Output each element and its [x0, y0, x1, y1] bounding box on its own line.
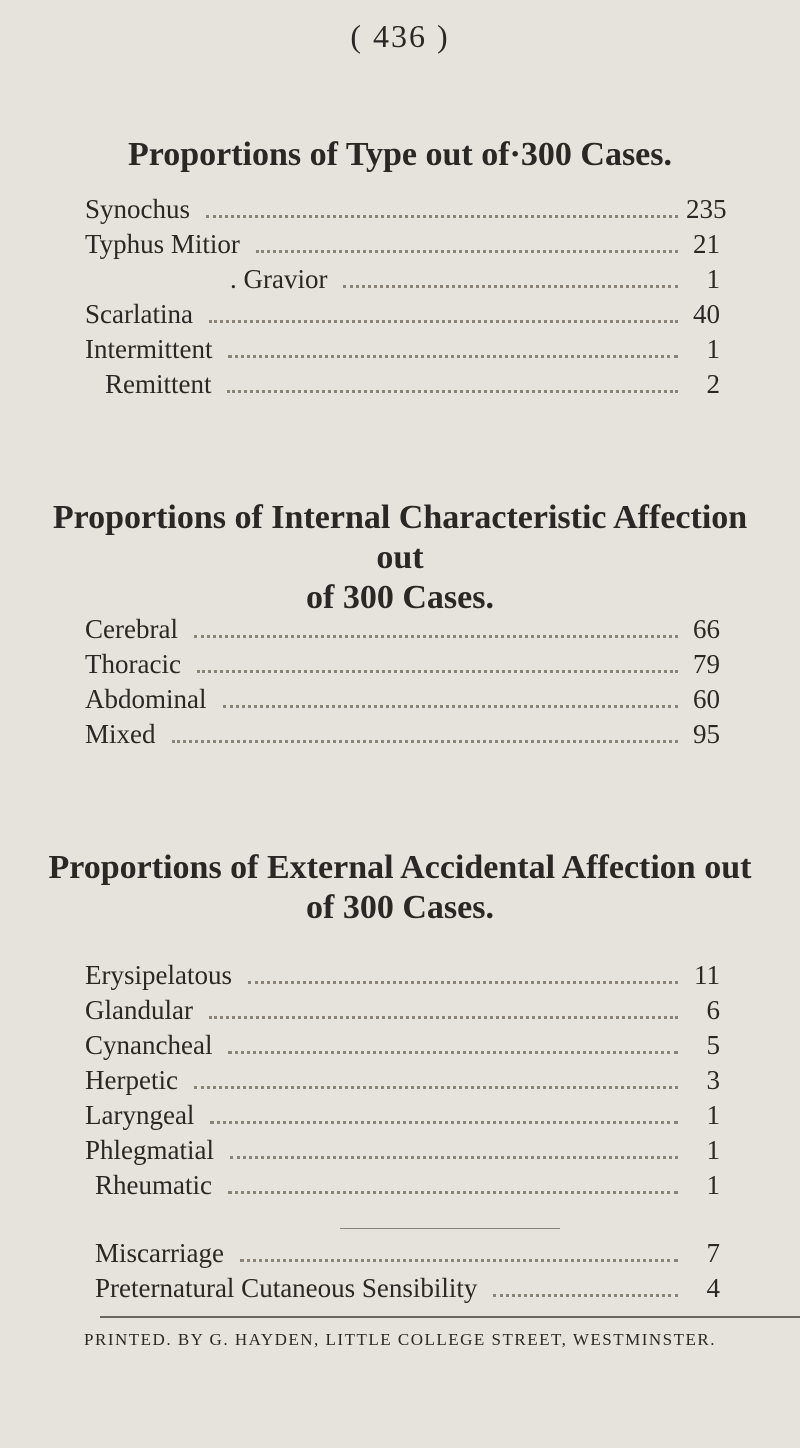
entry-value: 21: [693, 229, 720, 259]
dot-leader: [223, 705, 679, 708]
entry-value: 1: [706, 264, 720, 294]
entry-label: Typhus Mitior: [85, 229, 240, 259]
list-item: [0, 717, 800, 752]
page-number: ( 436 ): [350, 18, 450, 54]
dot-leader: [209, 1016, 678, 1019]
entry-value: 79: [693, 649, 720, 679]
entry-value: 5: [706, 1030, 720, 1060]
dot-leader: [172, 740, 679, 743]
entry-value: 1: [706, 1100, 720, 1130]
list-item: [0, 1028, 800, 1063]
section-divider: [340, 1228, 560, 1229]
entry-value: 95: [693, 719, 720, 749]
entry-value: 235: [686, 194, 727, 224]
list-item: [0, 1271, 800, 1306]
entry-label: Cerebral: [85, 614, 178, 644]
entry-label: Phlegmatial: [85, 1135, 214, 1165]
entry-label: Intermittent: [85, 334, 213, 364]
list-item: [0, 1063, 800, 1098]
footer-rule: [100, 1316, 800, 1318]
dot-leader: [206, 215, 678, 218]
entry-label: Scarlatina: [85, 299, 193, 329]
entry-label: Miscarriage: [95, 1238, 224, 1268]
entry-value: 11: [694, 960, 720, 990]
internal-section-title: [40, 498, 760, 618]
list-item: [0, 647, 800, 682]
entry-label: Cynancheal: [85, 1030, 213, 1060]
dot-leader: [228, 1191, 678, 1194]
entry-value: 1: [706, 1135, 720, 1165]
list-item: [0, 1133, 800, 1168]
dot-leader: [228, 1051, 678, 1054]
external-title-line1: Proportions of External Accidental Affection out: [48, 849, 752, 886]
list-item: [0, 367, 800, 402]
list-item: [0, 993, 800, 1028]
external-extra-list: [0, 1236, 800, 1306]
entry-value: 66: [693, 614, 720, 644]
list-item: [0, 682, 800, 717]
entry-value: 3: [706, 1065, 720, 1095]
entry-label: Thoracic: [85, 649, 181, 679]
dot-leader: [343, 285, 678, 288]
internal-title-line2: of 300 Cases.: [306, 579, 494, 616]
entry-value: 4: [706, 1273, 720, 1303]
type-list: [0, 192, 800, 402]
entry-value: 40: [693, 299, 720, 329]
entry-label: Laryngeal: [85, 1100, 195, 1130]
entry-label: Herpetic: [85, 1065, 178, 1095]
dot-leader: [228, 355, 678, 358]
entry-value: 2: [706, 369, 720, 399]
dot-leader: [209, 320, 678, 323]
dot-leader: [194, 1086, 678, 1089]
dot-leader: [256, 250, 678, 253]
entry-label: Synochus: [85, 194, 191, 224]
external-title-line2: of 300 Cases.: [306, 889, 494, 926]
entry-label: Glandular: [85, 995, 193, 1025]
list-item: [0, 1168, 800, 1203]
printer-imprint: PRINTED. BY G. HAYDEN, LITTLE COLLEGE STREET, WESTMINSTER.: [84, 1330, 716, 1349]
list-item: [0, 297, 800, 332]
entry-label: Rheumatic: [95, 1170, 212, 1200]
dot-leader: [227, 390, 678, 393]
dot-leader: [230, 1156, 678, 1159]
dot-leader: [210, 1121, 678, 1124]
entry-value: 60: [693, 684, 720, 714]
entry-value: 7: [706, 1238, 720, 1268]
entry-label: Abdominal: [85, 684, 207, 714]
dot-leader: [197, 670, 678, 673]
list-item: [0, 332, 800, 367]
internal-list: [0, 612, 800, 752]
dot-leader: [194, 635, 678, 638]
dot-leader: [240, 1259, 678, 1262]
internal-title-line1: Proportions of Internal Characteristic Affection out: [52, 499, 748, 576]
list-item: [0, 612, 800, 647]
entry-label: . Gravior: [230, 264, 328, 294]
entry-value: 1: [706, 334, 720, 364]
list-item: [0, 1098, 800, 1133]
entry-label: Mixed: [85, 719, 156, 749]
entry-value: 1: [706, 1170, 720, 1200]
entry-value: 6: [706, 995, 720, 1025]
entry-label: Remittent: [105, 369, 212, 399]
list-item: [0, 958, 800, 993]
dot-leader: [248, 981, 678, 984]
type-section-title: Proportions of Type out of·300 Cases.: [127, 136, 673, 173]
external-section-title: [40, 848, 760, 928]
list-item: [0, 1236, 800, 1271]
entry-label: Erysipelatous: [85, 960, 232, 990]
list-item: [0, 262, 800, 297]
dot-leader: [493, 1294, 678, 1297]
list-item: [0, 192, 800, 227]
entry-label: Preternatural Cutaneous Sensibility: [95, 1273, 478, 1303]
list-item: [0, 227, 800, 262]
external-list: [0, 958, 800, 1203]
